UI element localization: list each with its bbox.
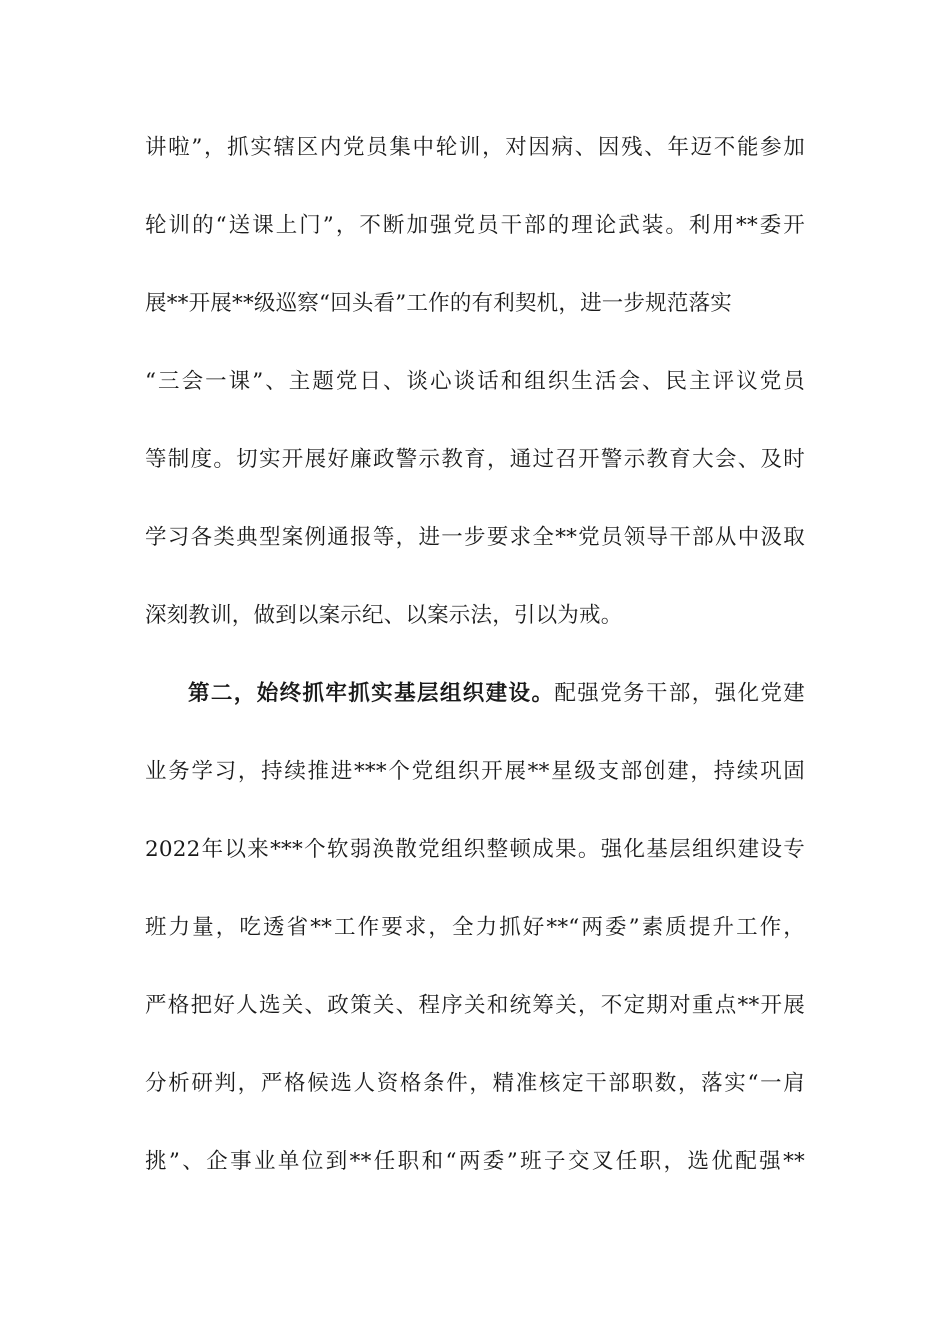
paragraph-2-line-7: 挑”、企事业单位到**任职和“两委”班子交叉任职，选优配强** — [145, 1149, 805, 1174]
paragraph-1-line-2: 轮训的“送课上门”，不断加强党员干部的理论武装。利用**委开 — [145, 213, 805, 238]
paragraph-2-line-6: 分析研判，严格候选人资格条件，精准核定干部职数，落实“一肩 — [145, 1071, 805, 1096]
paragraph-2-first-line-text: 配强党务干部，强化党建 — [554, 681, 806, 706]
paragraph-1-line-1: 讲啦”，抓实辖区内党员集中轮训，对因病、因残、年迈不能参加 — [145, 135, 805, 160]
paragraph-1-line-6: 学习各类典型案例通报等，进一步要求全**党员领导干部从中汲取 — [145, 525, 805, 550]
paragraph-2-heading: 第二，始终抓牢抓实基层组织建设。 — [188, 681, 555, 706]
paragraph-2-line-5: 严格把好人选关、政策关、程序关和统筹关，不定期对重点**开展 — [145, 993, 805, 1018]
paragraph-2-line-2: 业务学习，持续推进***个党组织开展**星级支部创建，持续巩固 — [145, 759, 805, 784]
paragraph-1-line-5: 等制度。切实开展好廉政警示教育，通过召开警示教育大会、及时 — [145, 447, 805, 472]
paragraph-2-line-3: 2022年以来***个软弱涣散党组织整顿成果。强化基层组织建设专 — [145, 837, 805, 862]
paragraph-1-line-3: 展**开展**级巡察“回头看”工作的有利契机，进一步规范落实 — [145, 291, 732, 316]
paragraph-2-line-4: 班力量，吃透省**工作要求，全力抓好**“两委”素质提升工作， — [145, 915, 805, 940]
paragraph-1-line-7: 深刻教训，做到以案示纪、以案示法，引以为戒。 — [145, 603, 623, 628]
paragraph-1-line-4: “三会一课”、主题党日、谈心谈话和组织生活会、民主评议党员 — [145, 369, 805, 394]
paragraph-2-line-1 — [188, 679, 805, 709]
